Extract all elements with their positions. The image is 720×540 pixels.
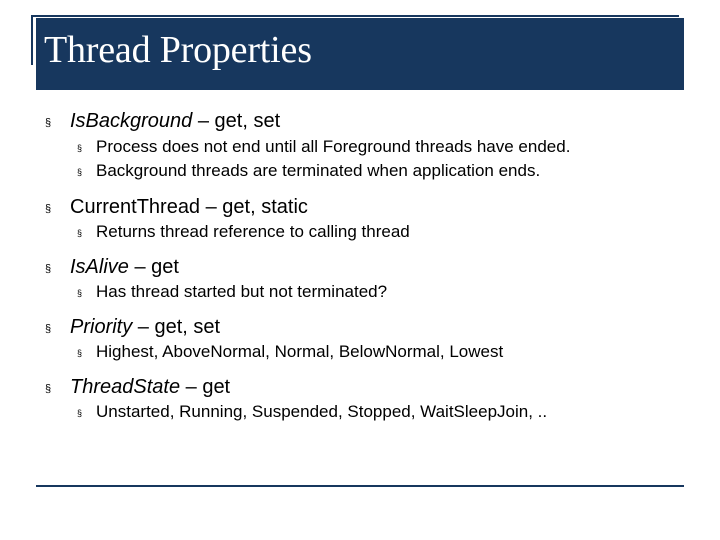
footer-divider bbox=[36, 485, 684, 487]
sub-bullet-text: Returns thread reference to calling thread bbox=[96, 222, 410, 241]
sub-bullet-text: Unstarted, Running, Suspended, Stopped, WaitSleepJoin, .. bbox=[96, 402, 548, 421]
bullet-text bbox=[70, 376, 230, 399]
property-access: – get, set bbox=[192, 110, 281, 132]
property-name: CurrentThread bbox=[70, 196, 201, 218]
sub-bullet-marker-icon: § bbox=[77, 167, 83, 177]
property-access: – get bbox=[128, 256, 179, 278]
property-name: ThreadState bbox=[70, 376, 181, 398]
bullet-text bbox=[70, 316, 220, 339]
sub-bullet-marker-icon: § bbox=[77, 348, 83, 358]
bullet-text bbox=[70, 110, 280, 133]
sub-bullet-text: Process does not end until all Foreground threads have ended. bbox=[96, 137, 571, 156]
sub-bullet-text: Background threads are terminated when application ends. bbox=[96, 161, 541, 180]
property-name: Priority bbox=[70, 316, 133, 338]
bullet-text bbox=[70, 196, 308, 219]
property-name: IsBackground bbox=[70, 110, 193, 132]
sub-bullet-text: Highest, AboveNormal, Normal, BelowNormal, Lowest bbox=[96, 342, 504, 361]
sub-bullet-marker-icon: § bbox=[77, 143, 83, 153]
bullet-marker-icon: § bbox=[45, 263, 52, 275]
property-access: – get, static bbox=[200, 196, 308, 218]
sub-bullet-marker-icon: § bbox=[77, 228, 83, 238]
property-access: – get, set bbox=[132, 316, 221, 338]
property-access: – get bbox=[180, 376, 231, 398]
sub-bullet-marker-icon: § bbox=[77, 288, 83, 298]
bullet-marker-icon: § bbox=[45, 323, 52, 335]
bullet-marker-icon: § bbox=[45, 203, 52, 215]
slide-title: Thread Properties bbox=[44, 29, 312, 71]
bullet-marker-icon: § bbox=[45, 117, 52, 129]
sub-bullet-marker-icon: § bbox=[77, 408, 83, 418]
sub-bullet-text: Has thread started but not terminated? bbox=[96, 282, 388, 301]
property-name: IsAlive bbox=[70, 256, 129, 278]
bullet-marker-icon: § bbox=[45, 383, 52, 395]
bullet-text bbox=[70, 256, 179, 279]
